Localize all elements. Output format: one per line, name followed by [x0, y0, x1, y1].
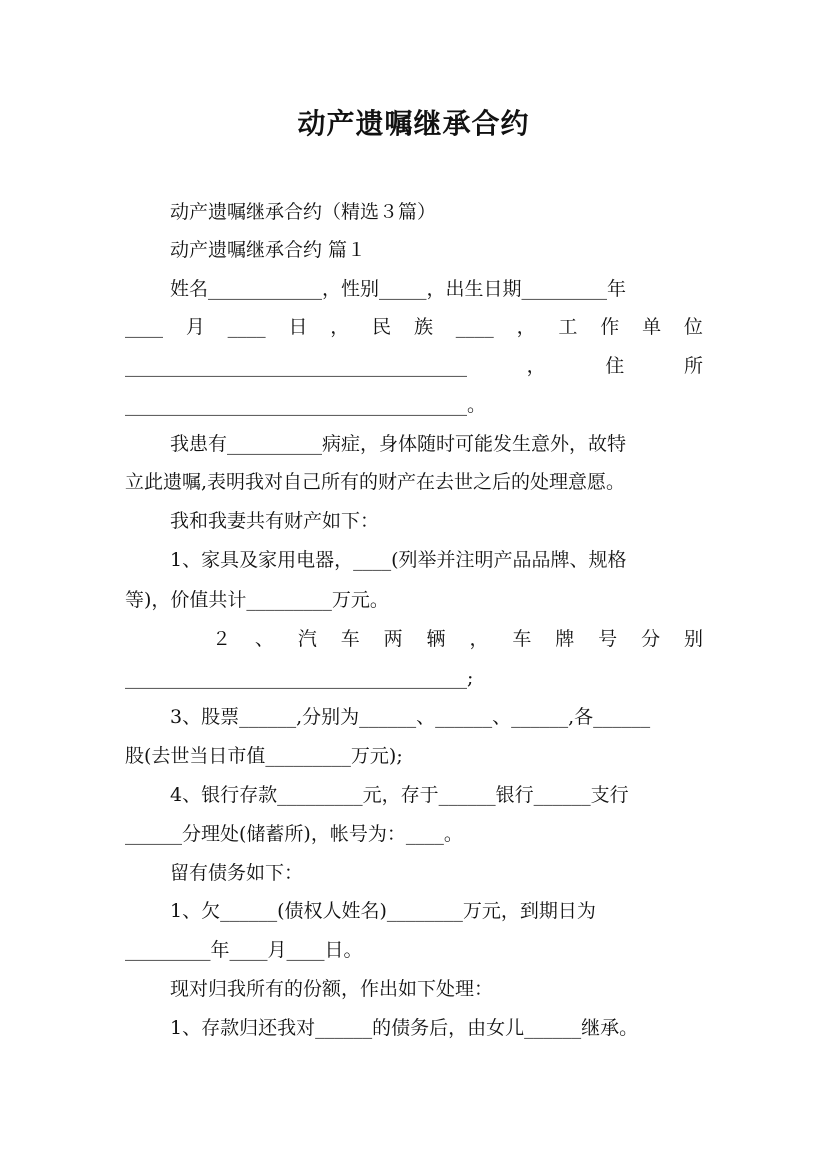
text-line: 3、股票______,分别为______、______、______,各______ — [170, 706, 651, 728]
text-fragment: 位 — [683, 316, 703, 338]
text-fragment: 汽 — [297, 628, 317, 650]
text-line: 我患有__________病症，身体随时可能发生意外，故特 — [170, 433, 627, 455]
text-line: 现对归我所有的份额，作出如下处理： — [170, 978, 494, 1000]
text-line: 1、存款归还我对______的债务后，由女儿______继承。 — [170, 1017, 639, 1039]
text-fragment: ____ — [455, 316, 494, 338]
text-line: 姓名____________，性别_____，出生日期_________年 — [170, 278, 627, 300]
text-fragment: 车 — [512, 628, 532, 650]
text-fragment: ， — [469, 628, 489, 650]
text-fragment: 别 — [683, 628, 703, 650]
text-line: 4、银行存款_________元，存于______银行______支行 — [170, 784, 629, 806]
justified-line — [125, 351, 703, 381]
text-line: 股(去世当日市值_________万元); — [125, 745, 403, 767]
text-line: 动产遗嘱继承合约 篇１ — [170, 239, 367, 261]
text-fragment: 辆 — [426, 628, 446, 650]
text-fragment: 月 — [185, 316, 205, 338]
text-fragment: 车 — [340, 628, 360, 650]
text-fragment: 工 — [558, 316, 578, 338]
text-line: _________年____月____日。 — [125, 939, 363, 961]
text-line: 我和我妻共有财产如下： — [170, 510, 380, 532]
text-fragment: 住 — [605, 355, 625, 377]
text-fragment: ____________________________________ — [125, 355, 467, 377]
text-fragment: 牌 — [555, 628, 575, 650]
text-line: ______分理处(储蓄所)，帐号为：____。 — [125, 823, 463, 845]
text-fragment: ， — [516, 316, 536, 338]
justified-line — [125, 312, 703, 342]
text-line: 留有债务如下： — [170, 862, 304, 884]
text-fragment: 分 — [641, 628, 661, 650]
text-fragment: 作 — [600, 316, 620, 338]
text-line: ____________________________________; — [125, 667, 474, 689]
text-fragment: ２ — [212, 628, 232, 650]
justified-line — [212, 624, 703, 654]
text-line: 1、家具及家用电器，____(列举并注明产品品牌、规格 — [170, 549, 627, 571]
text-line: 立此遗嘱,表明我对自己所有的财产在去世之后的处理意愿。 — [125, 471, 626, 493]
document-title: 动产遗嘱继承合约 — [297, 107, 530, 140]
text-line: 等)，价值共计_________万元。 — [125, 589, 389, 611]
text-line: ____________________________________。 — [125, 394, 487, 416]
text-fragment: 日 — [288, 316, 308, 338]
text-fragment: ____ — [125, 316, 163, 338]
text-fragment: 单 — [642, 316, 662, 338]
text-line: 1、欠______(债权人姓名)________万元，到期日为 — [170, 900, 596, 922]
text-line: 动产遗嘱继承合约（精选３篇） — [170, 201, 437, 223]
text-fragment: ， — [330, 316, 350, 338]
text-fragment: 民 — [372, 316, 392, 338]
text-fragment: 号 — [598, 628, 618, 650]
text-fragment: 所 — [683, 355, 703, 377]
text-fragment: 、 — [254, 628, 274, 650]
text-fragment: 两 — [383, 628, 403, 650]
text-fragment: ____ — [227, 316, 266, 338]
text-fragment: 族 — [413, 316, 433, 338]
text-fragment: ， — [526, 355, 546, 377]
